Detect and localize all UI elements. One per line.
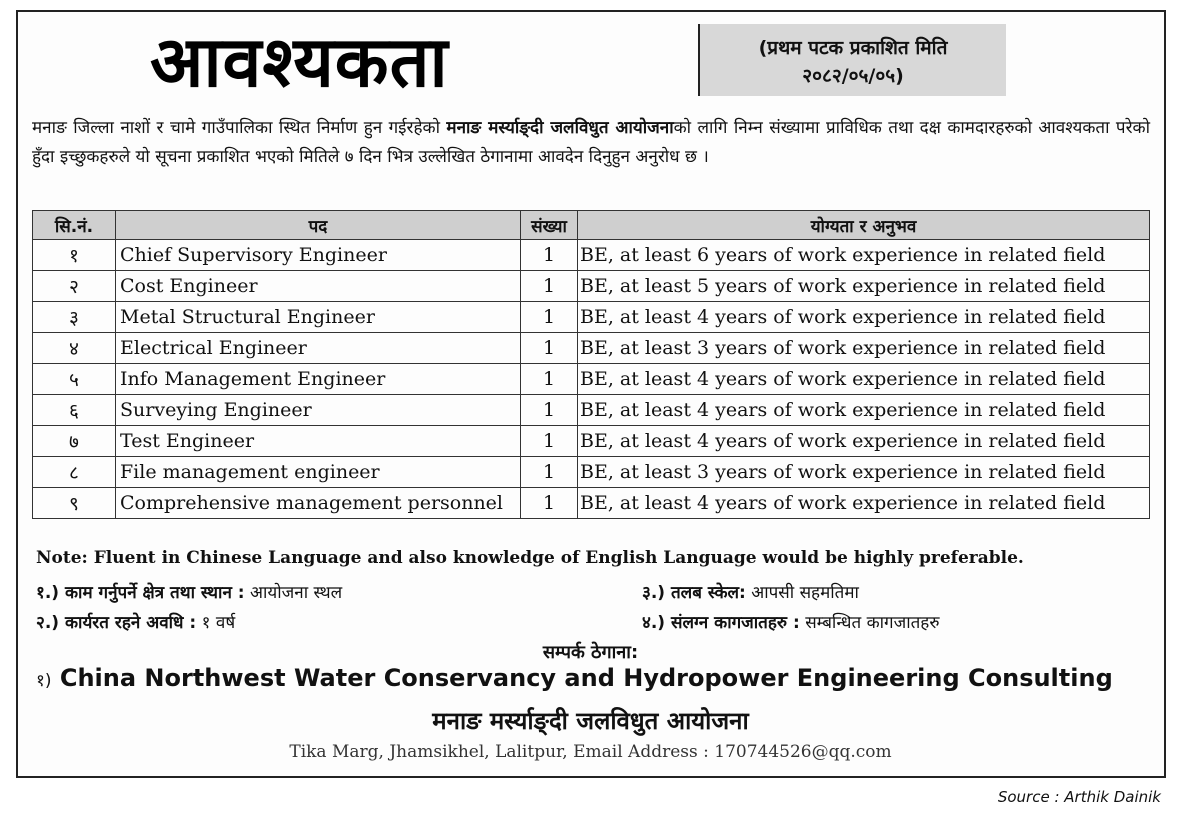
cell-position: Metal Structural Engineer [116, 302, 521, 333]
term-label: ४.) संलग्न कागजातहरु : [642, 613, 800, 633]
publication-date-value: २०८२/०५/०५) [802, 65, 904, 87]
term-duration [36, 610, 235, 633]
header-position: पद [116, 211, 521, 240]
cell-qualification: BE, at least 4 years of work experience in related field [578, 395, 1150, 426]
cell-position: Cost Engineer [116, 271, 521, 302]
intro-text-1: मनाङ जिल्ला नाशों र चामे गाउँपालिका स्थित निर्माण हुन गईरहेको [32, 118, 447, 138]
company-name: China Northwest Water Conservancy and Hydropower Engineering Consulting [59, 664, 1113, 692]
cell-quantity: 1 [521, 457, 578, 488]
table-row [33, 240, 1150, 271]
term-documents [642, 610, 940, 633]
cell-serial: ३ [33, 302, 116, 333]
cell-qualification: BE, at least 4 years of work experience in related field [578, 488, 1150, 519]
cell-qualification: BE, at least 6 years of work experience in related field [578, 240, 1150, 271]
vacancy-table [32, 210, 1150, 519]
cell-position: Test Engineer [116, 426, 521, 457]
cell-qualification: BE, at least 4 years of work experience in related field [578, 302, 1150, 333]
term-work-location [36, 580, 342, 603]
cell-position: Electrical Engineer [116, 333, 521, 364]
source-credit: Source : Arthik Dainik [997, 788, 1161, 806]
cell-serial: ९ [33, 488, 116, 519]
term-label: ३.) तलब स्केल: [642, 583, 746, 603]
cell-qualification: BE, at least 4 years of work experience in related field [578, 426, 1150, 457]
table-row [33, 426, 1150, 457]
header-quantity: संख्या [521, 211, 578, 240]
language-note: Note: Fluent in Chinese Language and also knowledge of English Language would be highly preferable. [36, 548, 1024, 568]
company-index: १) [36, 671, 52, 691]
intro-paragraph [32, 114, 1150, 172]
table-row [33, 364, 1150, 395]
project-name: मनाङ मर्स्याङ्दी जलविधुत आयोजना [432, 707, 749, 735]
cell-qualification: BE, at least 3 years of work experience in related field [578, 333, 1150, 364]
cell-qualification: BE, at least 5 years of work experience in related field [578, 271, 1150, 302]
cell-quantity: 1 [521, 333, 578, 364]
cell-position: File management engineer [116, 457, 521, 488]
table-row [33, 302, 1150, 333]
table-row [33, 271, 1150, 302]
cell-position: Info Management Engineer [116, 364, 521, 395]
publication-date-box [698, 24, 1006, 96]
intro-text-2: को लागि निम्न संख्यामा प्राविधिक तथा दक्ष कामदारहरुको आवश्यकता परेको हुँदा इच्छुकहरुले यो सूचना प्रकाशित भएको मितिले ७ दिन भित्र उल्लेखित ठेगानामा आवदेन दिनुहुन अनुरोध छ । [32, 118, 1150, 167]
term-label: १.) काम गर्नुपर्ने क्षेत्र तथा स्थान : [36, 583, 245, 603]
cell-qualification: BE, at least 4 years of work experience in related field [578, 364, 1150, 395]
term-value: आपसी सहमतिमा [751, 583, 859, 603]
header-serial: सि.नं. [33, 211, 116, 240]
cell-quantity: 1 [521, 240, 578, 271]
publication-date-label: (प्रथम पटक प्रकाशित मिति [758, 37, 948, 59]
term-label: २.) कार्यरत रहने अवधि : [36, 613, 197, 633]
contact-address: Tika Marg, Jhamsikhel, Lalitpur, Email Address : 170744526@qq.com [289, 742, 892, 762]
cell-quantity: 1 [521, 426, 578, 457]
table-row [33, 333, 1150, 364]
table-row [33, 395, 1150, 426]
cell-serial: ५ [33, 364, 116, 395]
cell-quantity: 1 [521, 488, 578, 519]
term-salary [642, 580, 859, 603]
table-header-row [33, 211, 1150, 240]
cell-position: Chief Supervisory Engineer [116, 240, 521, 271]
cell-quantity: 1 [521, 395, 578, 426]
term-value: सम्बन्धित कागजातहरु [805, 613, 940, 633]
table-row [33, 488, 1150, 519]
intro-project-name: मनाङ मर्स्याङ्दी जलविधुत आयोजना [446, 118, 674, 138]
cell-serial: ८ [33, 457, 116, 488]
table-row [33, 457, 1150, 488]
contact-heading: सम्पर्क ठेगाना: [542, 642, 639, 663]
notice-title: आवश्यकता [150, 21, 449, 103]
cell-serial: ४ [33, 333, 116, 364]
cell-quantity: 1 [521, 271, 578, 302]
term-value: १ वर्ष [201, 613, 236, 633]
cell-quantity: 1 [521, 302, 578, 333]
header-qualification: योग्यता र अनुभव [578, 211, 1150, 240]
cell-position: Comprehensive management personnel [116, 488, 521, 519]
cell-serial: २ [33, 271, 116, 302]
cell-serial: ६ [33, 395, 116, 426]
cell-qualification: BE, at least 3 years of work experience in related field [578, 457, 1150, 488]
cell-serial: १ [33, 240, 116, 271]
cell-serial: ७ [33, 426, 116, 457]
company-line [36, 664, 1152, 692]
cell-quantity: 1 [521, 364, 578, 395]
cell-position: Surveying Engineer [116, 395, 521, 426]
term-value: आयोजना स्थल [250, 583, 343, 603]
